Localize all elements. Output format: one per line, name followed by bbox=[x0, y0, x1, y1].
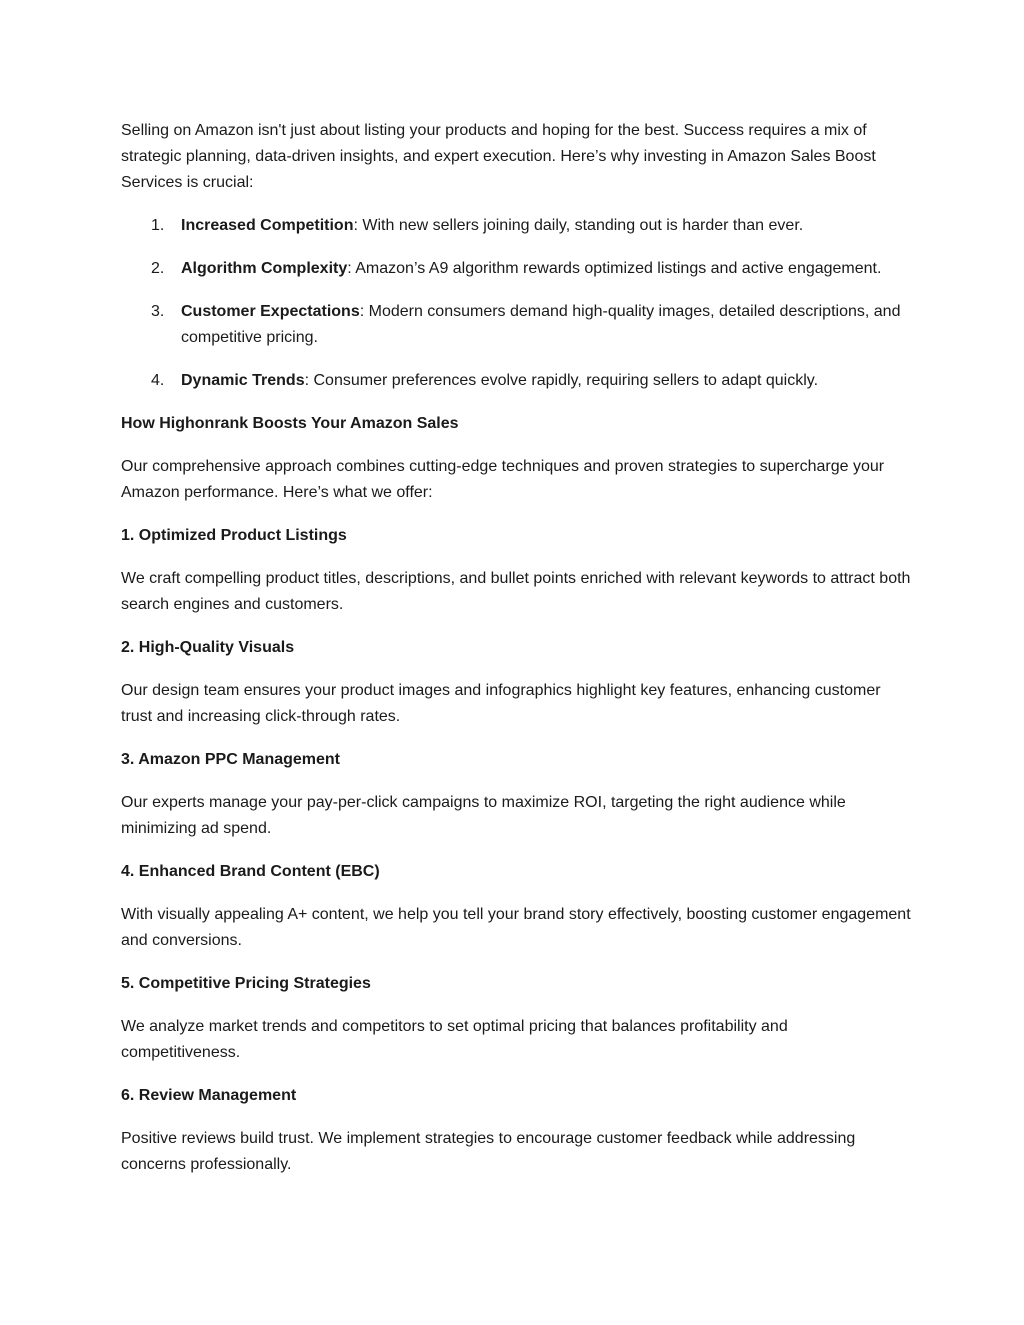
reasons-list bbox=[121, 213, 911, 394]
list-item bbox=[121, 213, 911, 239]
document-page bbox=[121, 118, 911, 1195]
list-term: Dynamic Trends bbox=[181, 372, 305, 389]
offer-body: We craft compelling product titles, descriptions, and bullet points enriched with relevant keywords to attract both search engines and customers. bbox=[121, 570, 911, 613]
list-number: 3. bbox=[151, 303, 165, 320]
list-number: 2. bbox=[151, 260, 165, 277]
offer-body: Positive reviews build trust. We implement strategies to encourage customer feedback while addressing concerns professionally. bbox=[121, 1130, 856, 1173]
offer-body: We analyze market trends and competitors to set optimal pricing that balances profitability and competitiveness. bbox=[121, 1018, 788, 1061]
list-text: : With new sellers joining daily, standing out is harder than ever. bbox=[353, 217, 804, 234]
offer-body: Our design team ensures your product images and infographics highlight key features, enhancing customer trust and increasing click-through rates. bbox=[121, 682, 881, 725]
list-term: Customer Expectations bbox=[181, 303, 360, 320]
list-number: 4. bbox=[151, 372, 165, 389]
list-item bbox=[121, 256, 911, 282]
list-text: : Consumer preferences evolve rapidly, requiring sellers to adapt quickly. bbox=[304, 372, 819, 389]
section-intro-paragraph: Our comprehensive approach combines cutting-edge techniques and proven strategies to supercharge your Amazon performance. Here’s what we offer: bbox=[121, 458, 885, 501]
list-text: : Amazon’s A9 algorithm rewards optimized listings and active engagement. bbox=[347, 260, 882, 277]
offer-body: Our experts manage your pay-per-click campaigns to maximize ROI, targeting the right audience while minimizing ad spend. bbox=[121, 794, 846, 837]
list-item bbox=[121, 368, 911, 394]
offer-heading: 4. Enhanced Brand Content (EBC) bbox=[121, 863, 380, 880]
offer-heading: 6. Review Management bbox=[121, 1087, 297, 1104]
offer-heading: 3. Amazon PPC Management bbox=[121, 751, 341, 768]
list-item bbox=[121, 299, 911, 351]
list-term: Increased Competition bbox=[181, 217, 354, 234]
intro-paragraph: Selling on Amazon isn't just about listing your products and hoping for the best. Success requires a mix of strategic planning, data-driven insights, and expert execution. Here’s why investing in Amazon Sales Boost Services is crucial: bbox=[121, 122, 876, 191]
list-term: Algorithm Complexity bbox=[181, 260, 348, 277]
offer-heading: 5. Competitive Pricing Strategies bbox=[121, 975, 371, 992]
list-number: 1. bbox=[151, 217, 165, 234]
offer-heading: 2. High-Quality Visuals bbox=[121, 639, 295, 656]
offer-body: With visually appealing A+ content, we help you tell your brand story effectively, boosting customer engagement and conversions. bbox=[121, 906, 911, 949]
section-heading: How Highonrank Boosts Your Amazon Sales bbox=[121, 415, 459, 432]
list-text: : Modern consumers demand high-quality images, detailed descriptions, and competitive pricing. bbox=[181, 303, 901, 346]
offer-heading: 1. Optimized Product Listings bbox=[121, 527, 347, 544]
